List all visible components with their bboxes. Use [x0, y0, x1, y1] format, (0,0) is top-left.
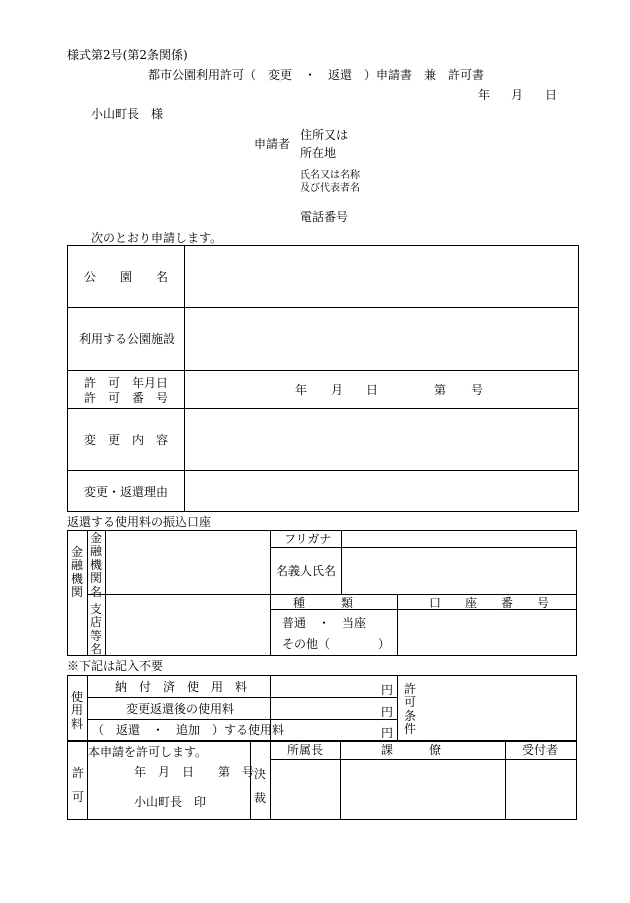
branch-name-label: 支店等名	[89, 602, 102, 657]
approval-date-line: 年 月 日 第 号	[134, 765, 255, 779]
permit-year: 年	[295, 383, 308, 397]
yen-3: 円	[381, 726, 394, 740]
intro-text: 次のとおり申請します。	[91, 231, 223, 245]
kinyu-kikan-label: 金融機関	[70, 545, 83, 600]
approval-statement: 本申請を許可します。	[88, 745, 208, 759]
date-year: 年	[478, 88, 491, 102]
after-change-fee-label: 変更返還後の使用料	[126, 702, 235, 716]
refund-add-fee-label: （ 返還 ・ 追加 ）する使用料	[92, 723, 285, 737]
park-name-label: 公 園 名	[84, 270, 169, 284]
account-type-label: 種 類	[293, 596, 354, 610]
paid-fee-label: 納 付 済 使 用 料	[115, 680, 248, 694]
holder-name-label: 名義人氏名	[276, 564, 337, 578]
permit-go: 号	[471, 383, 484, 397]
permit-date-label: 許 可 年月日	[84, 376, 169, 390]
change-content-label: 変 更 内 容	[84, 433, 169, 447]
shocho-label: 所属長	[287, 743, 324, 757]
facility-label: 利用する公園施設	[79, 332, 176, 346]
permit-label: 許可	[71, 766, 84, 804]
form-number: 様式第2号(第2条関係)	[67, 48, 188, 62]
mayor-seal: 小山町長 印	[134, 795, 207, 809]
kessai-label: 決裁	[253, 767, 266, 805]
bank-caption: 返還する使用料の振込口座	[67, 515, 212, 529]
account-number-label: 口 座 番 号	[429, 596, 550, 610]
uketsuke-label: 受付者	[522, 743, 559, 757]
furigana-label: フリガナ	[284, 532, 332, 546]
phone-label: 電話番号	[300, 210, 349, 224]
permit-day: 日	[366, 383, 379, 397]
permit-month: 月	[331, 383, 344, 397]
other-option: その他（ ）	[282, 637, 391, 651]
permit-dai: 第	[434, 383, 447, 397]
address-label-1: 住所又は	[300, 128, 349, 142]
bank-name-label: 金融機関名	[89, 531, 102, 599]
yen-1: 円	[381, 683, 394, 697]
reason-label: 変更・返還理由	[84, 485, 169, 499]
addressee: 小山町長 様	[91, 107, 164, 121]
address-label-2: 所在地	[300, 146, 337, 160]
conditions-label: 許可条件	[403, 682, 416, 737]
document-title: 都市公園利用許可（ 変更 ・ 返還 ）申請書 兼 許可書	[148, 68, 485, 82]
fee-label: 使用料	[70, 690, 83, 731]
date-day: 日	[545, 88, 558, 102]
karyo-label: 課 僚	[381, 743, 442, 757]
applicant-label: 申請者	[254, 137, 291, 151]
name-label-1: 氏名又は名称	[300, 170, 360, 181]
date-month: 月	[511, 88, 524, 102]
name-label-2: 及び代表者名	[300, 183, 360, 194]
permit-number-label: 許 可 番 号	[84, 391, 169, 405]
not-required-note: ※下記は記入不要	[67, 659, 164, 673]
yen-2: 円	[381, 705, 394, 719]
futsu-toza-option: 普通 ・ 当座	[282, 616, 367, 630]
